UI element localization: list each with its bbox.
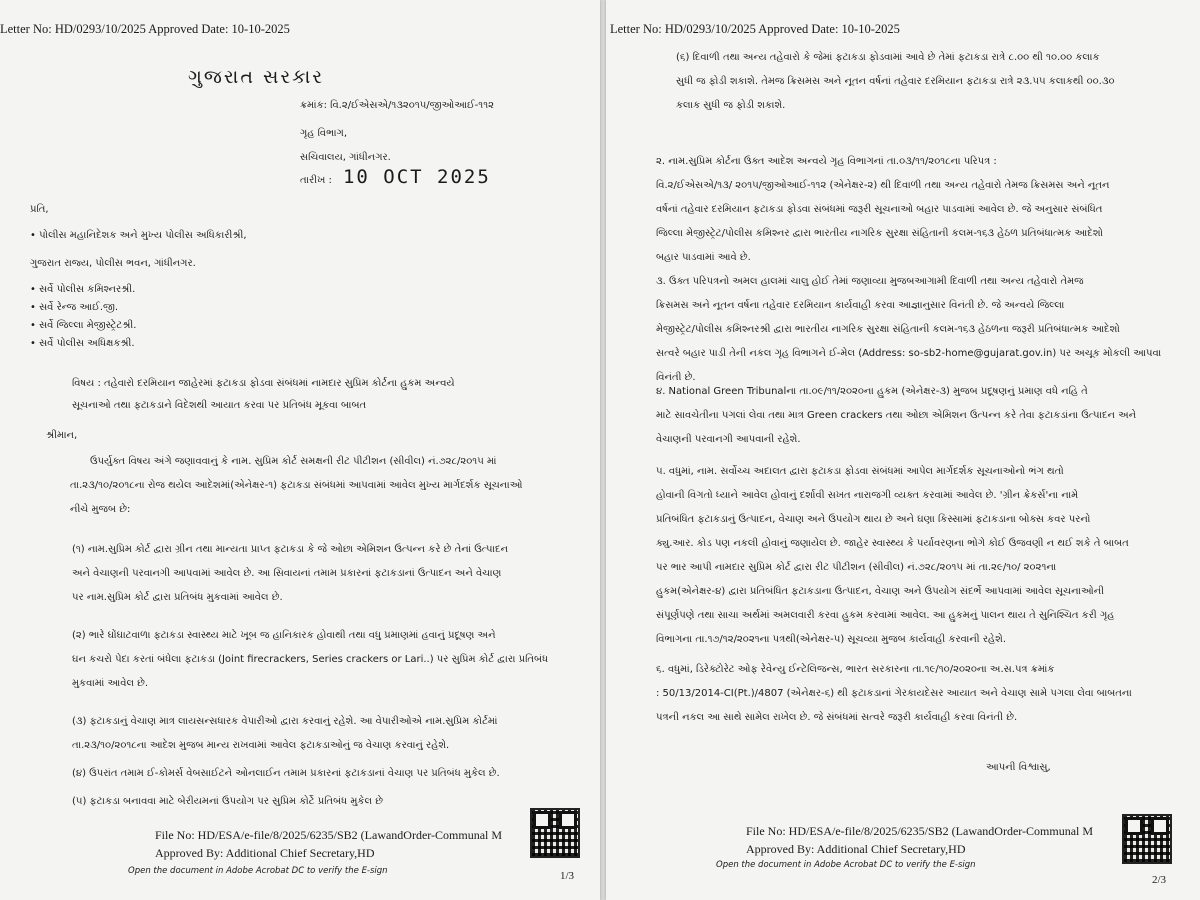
para-3-line: વિનંતી છે.: [656, 372, 696, 383]
subject-line-1: વિષય : તહેવારો દરમિયાન જાહેરમાં ફટાકડા ફોડવા સંબંધમાં નામદાર સુપ્રિમ કોર્ટના હુકમ અન્વયે: [72, 378, 455, 389]
qr-code: [1122, 814, 1172, 864]
org-title: ગુજરાત સરકાર: [188, 66, 325, 88]
recipient-primary: • પોલીસ મહાનિદેશક અને મુખ્ય પોલીસ અધિકારીશ્રી,: [30, 230, 247, 241]
esign-note: Open the document in Adobe Acrobat DC to verify the E-sign: [128, 866, 388, 876]
para-3-line: સત્વરે બહાર પાડી તેની નકલ ગૃહ વિભાગને ઈ-મેલ (Address: so-sb2-home@gujarat.gov.in) પર અચૂક મોકલી આપવા: [656, 348, 1162, 359]
qr-code: [530, 808, 580, 858]
point-2-line: મુકવામાં આવેલ છે.: [72, 678, 149, 689]
para-2-line: વર્ષનાં તહેવાર દરમિયાન ફટાકડા ફોડવા સંબંધમાં જરૂરી સૂચનાઓ બહાર પાડવામાં આવેલ છે. જે અનુસાર સંબંધિત: [656, 204, 1103, 215]
file-number: File No: HD/ESA/e-file/8/2025/6235/SB2 (LawandOrder-Communal M: [746, 824, 1094, 838]
point-5-line: (૫) ફટાકડા બનાવવા માટે બેરીયમનાં ઉપયોગ પર સુપ્રિમ કોર્ટે પ્રતિબંધ મુકેલ છે: [72, 796, 383, 807]
point-6-line: સુધી જ ફોડી શકાશે. તેમજ ક્રિસમસ અને નૂતન વર્ષનાં તહેવાર દરમિયાન ફટાકડા રાત્રે ૨૩.૫૫ કલાકથી ૦૦.૩૦: [676, 76, 1115, 87]
para-5-line: પર ભાર આપી નામદાર સુપ્રિમ કોર્ટ દ્વારા રીટ પીટીશન (સીવીલ) નં.૭૨૮/૨૦૧૫ માં તા.૨૯/૧૦/ ૨૦૨૧ના: [656, 562, 1057, 573]
approved-by: Approved By: Additional Chief Secretary,HD: [746, 842, 966, 856]
para-4-line: માટે સાવચેતીના પગલાં લેવા તથા માત્ર Green crackers તથા ઓછા એમિશન ઉત્પન્ન કરે તેવા ફટાકડાંના ઉત્પાદન અને: [656, 410, 1137, 421]
para-6-line: ૬. વધુમાં, ડિરેક્ટોરેટ ઓફ રેવેન્યુ ઈન્ટેલિજન્સ, ભારત સરકારના તા.૧૯/૧૦/૨૦૨૦ના અ.સ.પત્ર ક્રમાંક: [656, 664, 1055, 675]
recipient-item: • સર્વે રેન્જ આઈ.જી.: [30, 302, 119, 313]
point-2-line: (૨) ભારે ઘોંઘાટવાળા ફટાકડા સ્વાસ્થ્ય માટે ખૂબ જ હાનિકારક હોવાથી તથા વધુ પ્રમાણમાં હવાનું પ્રદૂષણ અને: [72, 630, 496, 641]
para-3-line: ૩. ઉક્ત પરિપત્રનો અમલ હાલમાં ચાલુ હોઈ તેમાં જણાવ્યા મુજબઆગામી દિવાળી તથા અન્ય તહેવારો તેમજ: [656, 276, 1084, 287]
para-2-line: વિ.૨/ઈએસએ/૧૩/ ૨૦૧૫/જીઓઆઈ-૧૧૨ (એનેક્ષર-૨) થી દિવાળી તથા અન્ય તહેવારો તેમજ ક્રિસમસ અને નૂતન: [656, 180, 1110, 191]
letter-header: Letter No: HD/0293/10/2025 Approved Date: 10-10-2025: [610, 22, 900, 36]
date-label: તારીખ :: [300, 175, 332, 186]
point-6-line: કલાક સુધી જ ફોડી શકાશે.: [676, 100, 786, 111]
intro-line: તા.૨૩/૧૦/૨૦૧૮ના રોજ થયેલ આદેશમાં(એનેક્ષર-૧) ફટાકડા સંબંધમાં આપવામાં આવેલ મુખ્ય માર્ગદર્શક સૂચનાઓ: [70, 480, 523, 491]
recipient-item: • સર્વે પોલીસ અધિક્ષકશ્રી.: [30, 338, 135, 349]
point-1-line: પર નામ.સુપ્રિમ કોર્ટ દ્વારા પ્રતિબંધ મુકવામાં આવેલ છે.: [72, 592, 283, 603]
point-3-line: તા.૨૩/૧૦/૨૦૧૮ના આદેશ મુજબ માન્ય રાખવામાં આવેલ ફટાકડાઓનું જ વેચાણ કરવાનું રહેશે.: [72, 740, 450, 751]
recipient-item: • સર્વે પોલીસ કમિશ્નરશ્રી.: [30, 284, 136, 295]
date-stamp: 10 OCT 2025: [342, 166, 491, 188]
para-5-line: ક્યુ.આર. કોડ પણ નકલી હોવાનું જણાયેલ છે. જાહેર સ્વાસ્થ્ય કે પર્યાવરણના ભોગે કોઈ ઉજવણી ન થઈ શકે તે બાબત: [656, 538, 1129, 549]
page-number: 1/3: [560, 870, 575, 882]
point-2-line: ઘન કચરો પેદા કરતાં બંધેલા ફટાકડા (Joint firecrackers, Series crackers or Lari..) પર સુપ્રિમ કોર્ટ દ્વારા પ્રતિબંધ: [72, 654, 549, 665]
file-number: File No: HD/ESA/e-file/8/2025/6235/SB2 (LawandOrder-Communal M: [155, 828, 503, 842]
point-4-line: (૪) ઉપરાંત તમામ ઈ-કોમર્સ વેબસાઈટને ઓનલાઈન તમામ પ્રકારનાં ફટાકડાનાં વેચાણ પર પ્રતિબંધ મુકેલ છે.: [72, 768, 500, 779]
para-3-line: મેજીસ્ટ્રેટ/પોલીસ કમિશ્નરશ્રી દ્વારા ભારતીય નાગરિક સુરક્ષા સંહિતાની કલમ-૧૬૩ હેઠળના જરૂરી પ્રતિબંધાત્મક આદેશો: [656, 324, 1120, 335]
recipient-item: • સર્વે જિલ્લા મેજીસ્ટ્રેટશ્રી.: [30, 320, 137, 331]
para-5-line: હુકમ(એનેક્ષર-૪) દ્વારા પ્રતિબંધિત ફટાકડાના ઉત્પાદન, વેચાણ અને ઉપયોગ સંદર્ભે આપવામાં આવેલ સૂચનાઓની: [656, 586, 1105, 597]
point-6-line: (૬) દિવાળી તથા અન્ય તહેવારો કે જેમાં ફટાકડા ફોડવામાં આવે છે તેમાં ફટાકડા રાત્રે ૮.૦૦ થી ૧૦.૦૦ કલાક: [676, 52, 1100, 63]
point-1-line: અને વેચાણની પરવાનગી આપવામાં આવેલ છે. આ સિવાયનાં તમામ પ્રકારનાં ફટાકડાનાં ઉત્પાદન અને વેચાણ: [72, 568, 502, 579]
para-5-line: હોવાની વિગતો ધ્યાને આવેલ હોવાનું દર્શાવી સખત નારાજગી વ્યક્ત કરવામાં આવેલ છે. 'ગ્રીન ક્રેકર્સ'ના નામે: [656, 490, 1079, 501]
reference-number: ક્રમાંક: વિ.૨/ઈએસએ/૧૩૨૦૧૫/જીઓઆઈ-૧૧૨: [300, 100, 494, 111]
secretariat: સચિવાલય, ગાંધીનગર.: [300, 152, 391, 163]
para-3-line: ક્રિસમસ અને નૂતન વર્ષના તહેવાર દરમિયાન કાર્યવાહી કરવા આજ્ઞાનુસાર વિનંતી છે. જે અન્વયે જિલ્લા: [656, 300, 1065, 311]
esign-note: Open the document in Adobe Acrobat DC to verify the E-sign: [716, 860, 976, 870]
letter-header: Letter No: HD/0293/10/2025 Approved Date: 10-10-2025: [0, 22, 290, 36]
intro-line: ઉપર્યુક્ત વિષય અંગે જણાવવાનું કે નામ. સુપ્રિમ કોર્ટ સમક્ષની રીટ પીટીશન (સીવીલ) નં.૭૨૮/૨૦૧૫ માં: [90, 456, 497, 467]
approved-by: Approved By: Additional Chief Secretary,HD: [155, 846, 375, 860]
para-2-line: જિલ્લા મેજીસ્ટ્રેટ/પોલીસ કમિશ્નર દ્વારા ભારતીય નાગરિક સુરક્ષા સંહિતાની કલમ-૧૬૩ હેઠળ પ્રતિબંધાત્મક આદેશો: [656, 228, 1104, 239]
para-5-line: પ્રતિબંધિત ફટાકડાનું ઉત્પાદન, વેચાણ અને ઉપયોગ થાય છે અને ઘણા કિસ્સામાં ફટાકડાના બોક્સ કવર પરનો: [656, 514, 1091, 525]
point-3-line: (૩) ફટાકડાનું વેચાણ માત્ર લાયસન્સધારક વેપારીઓ દ્વારા કરવાનું રહેશે. આ વેપારીઓએ નામ.સુપ્રિમ કોર્ટમાં: [72, 716, 498, 727]
para-6-line: પત્રની નકલ આ સાથે સામેલ રાખેલ છે. જે સંબંધમાં સત્વરે જરૂરી કાર્યવાહી કરવા વિનંતી છે.: [656, 712, 1018, 723]
para-5-line: વિભાગના તા.૧૭/૧૨/૨૦૨૧ના પત્રથી(એનેક્ષર-૫) સૂચવ્યા મુજબ કાર્યવાહી કરવાની રહેશે.: [656, 634, 1007, 645]
recipient-primary-address: ગુજરાત રાજ્ય, પોલીસ ભવન, ગાંધીનગર.: [30, 258, 196, 269]
date-line: [300, 166, 491, 191]
closing: આપની વિશ્વાસુ,: [986, 762, 1051, 773]
subject-line-2: સૂચનાઓ તથા ફટાકડાને વિદેશથી આયાત કરવા પર પ્રતિબંધ મૂકવા બાબત: [72, 400, 367, 411]
para-2-line: ૨. નામ.સુપ્રિમ કોર્ટના ઉક્ત આદેશ અન્વયે ગૃહ વિભાગનાં તા.૦૩/૧૧/૨૦૧૮ના પરિપત્ર :: [656, 156, 997, 167]
point-1-line: (૧) નામ.સુપ્રિમ કોર્ટ દ્વારા ગ્રીન તથા માન્યતા પ્રાપ્ત ફટાકડા કે જે ઓછા એમિશન ઉત્પન્ન કરે છે તેનાં ઉત્પાદન: [72, 544, 509, 555]
document-page-2: [606, 0, 1200, 900]
para-5-line: ૫. વધુમાં, નામ. સર્વોચ્ચ અદાલત દ્વારા ફટાકડા ફોડવા સંબંધમાં આપેલ માર્ગદર્શક સૂચનાઓનો ભંગ થતો: [656, 466, 1064, 477]
intro-line: નીચે મુજબ છે:: [70, 504, 131, 515]
para-6-line: : 50/13/2014-CI(Pt.)/4807 (એનેક્ષર-૬) થી ફટાકડાનાં ગેરકાયદેસર આયાત અને વેચાણ સામે પગલા લેવા બાબતના: [656, 688, 1132, 699]
para-5-line: સંપૂર્ણપણે તથા સાચા અર્થમાં અમલવારી કરવા હુકમ કરવામાં આવેલ. આ હુકમનું પાલન થાય તે સુનિશ્ચિત કરી ગૃહ: [656, 610, 1115, 621]
para-4-line: વેચાણની પરવાનગી આપવાની રહેશે.: [656, 434, 801, 445]
to-label: પ્રતિ,: [30, 204, 49, 215]
para-4-line: ૪. National Green Tribunalના તા.૦૯/૧૧/૨૦૨૦ના હુકમ (એનેક્ષર-૩) મુજબ પ્રદૂષણનું પ્રમાણ વધે નહિ તે: [656, 386, 1088, 397]
salutation: શ્રીમાન,: [46, 430, 78, 441]
page-number: 2/3: [1152, 874, 1167, 886]
department: ગૃહ વિભાગ,: [300, 128, 348, 139]
para-2-line: બહાર પાડવામાં આવે છે.: [656, 252, 751, 263]
